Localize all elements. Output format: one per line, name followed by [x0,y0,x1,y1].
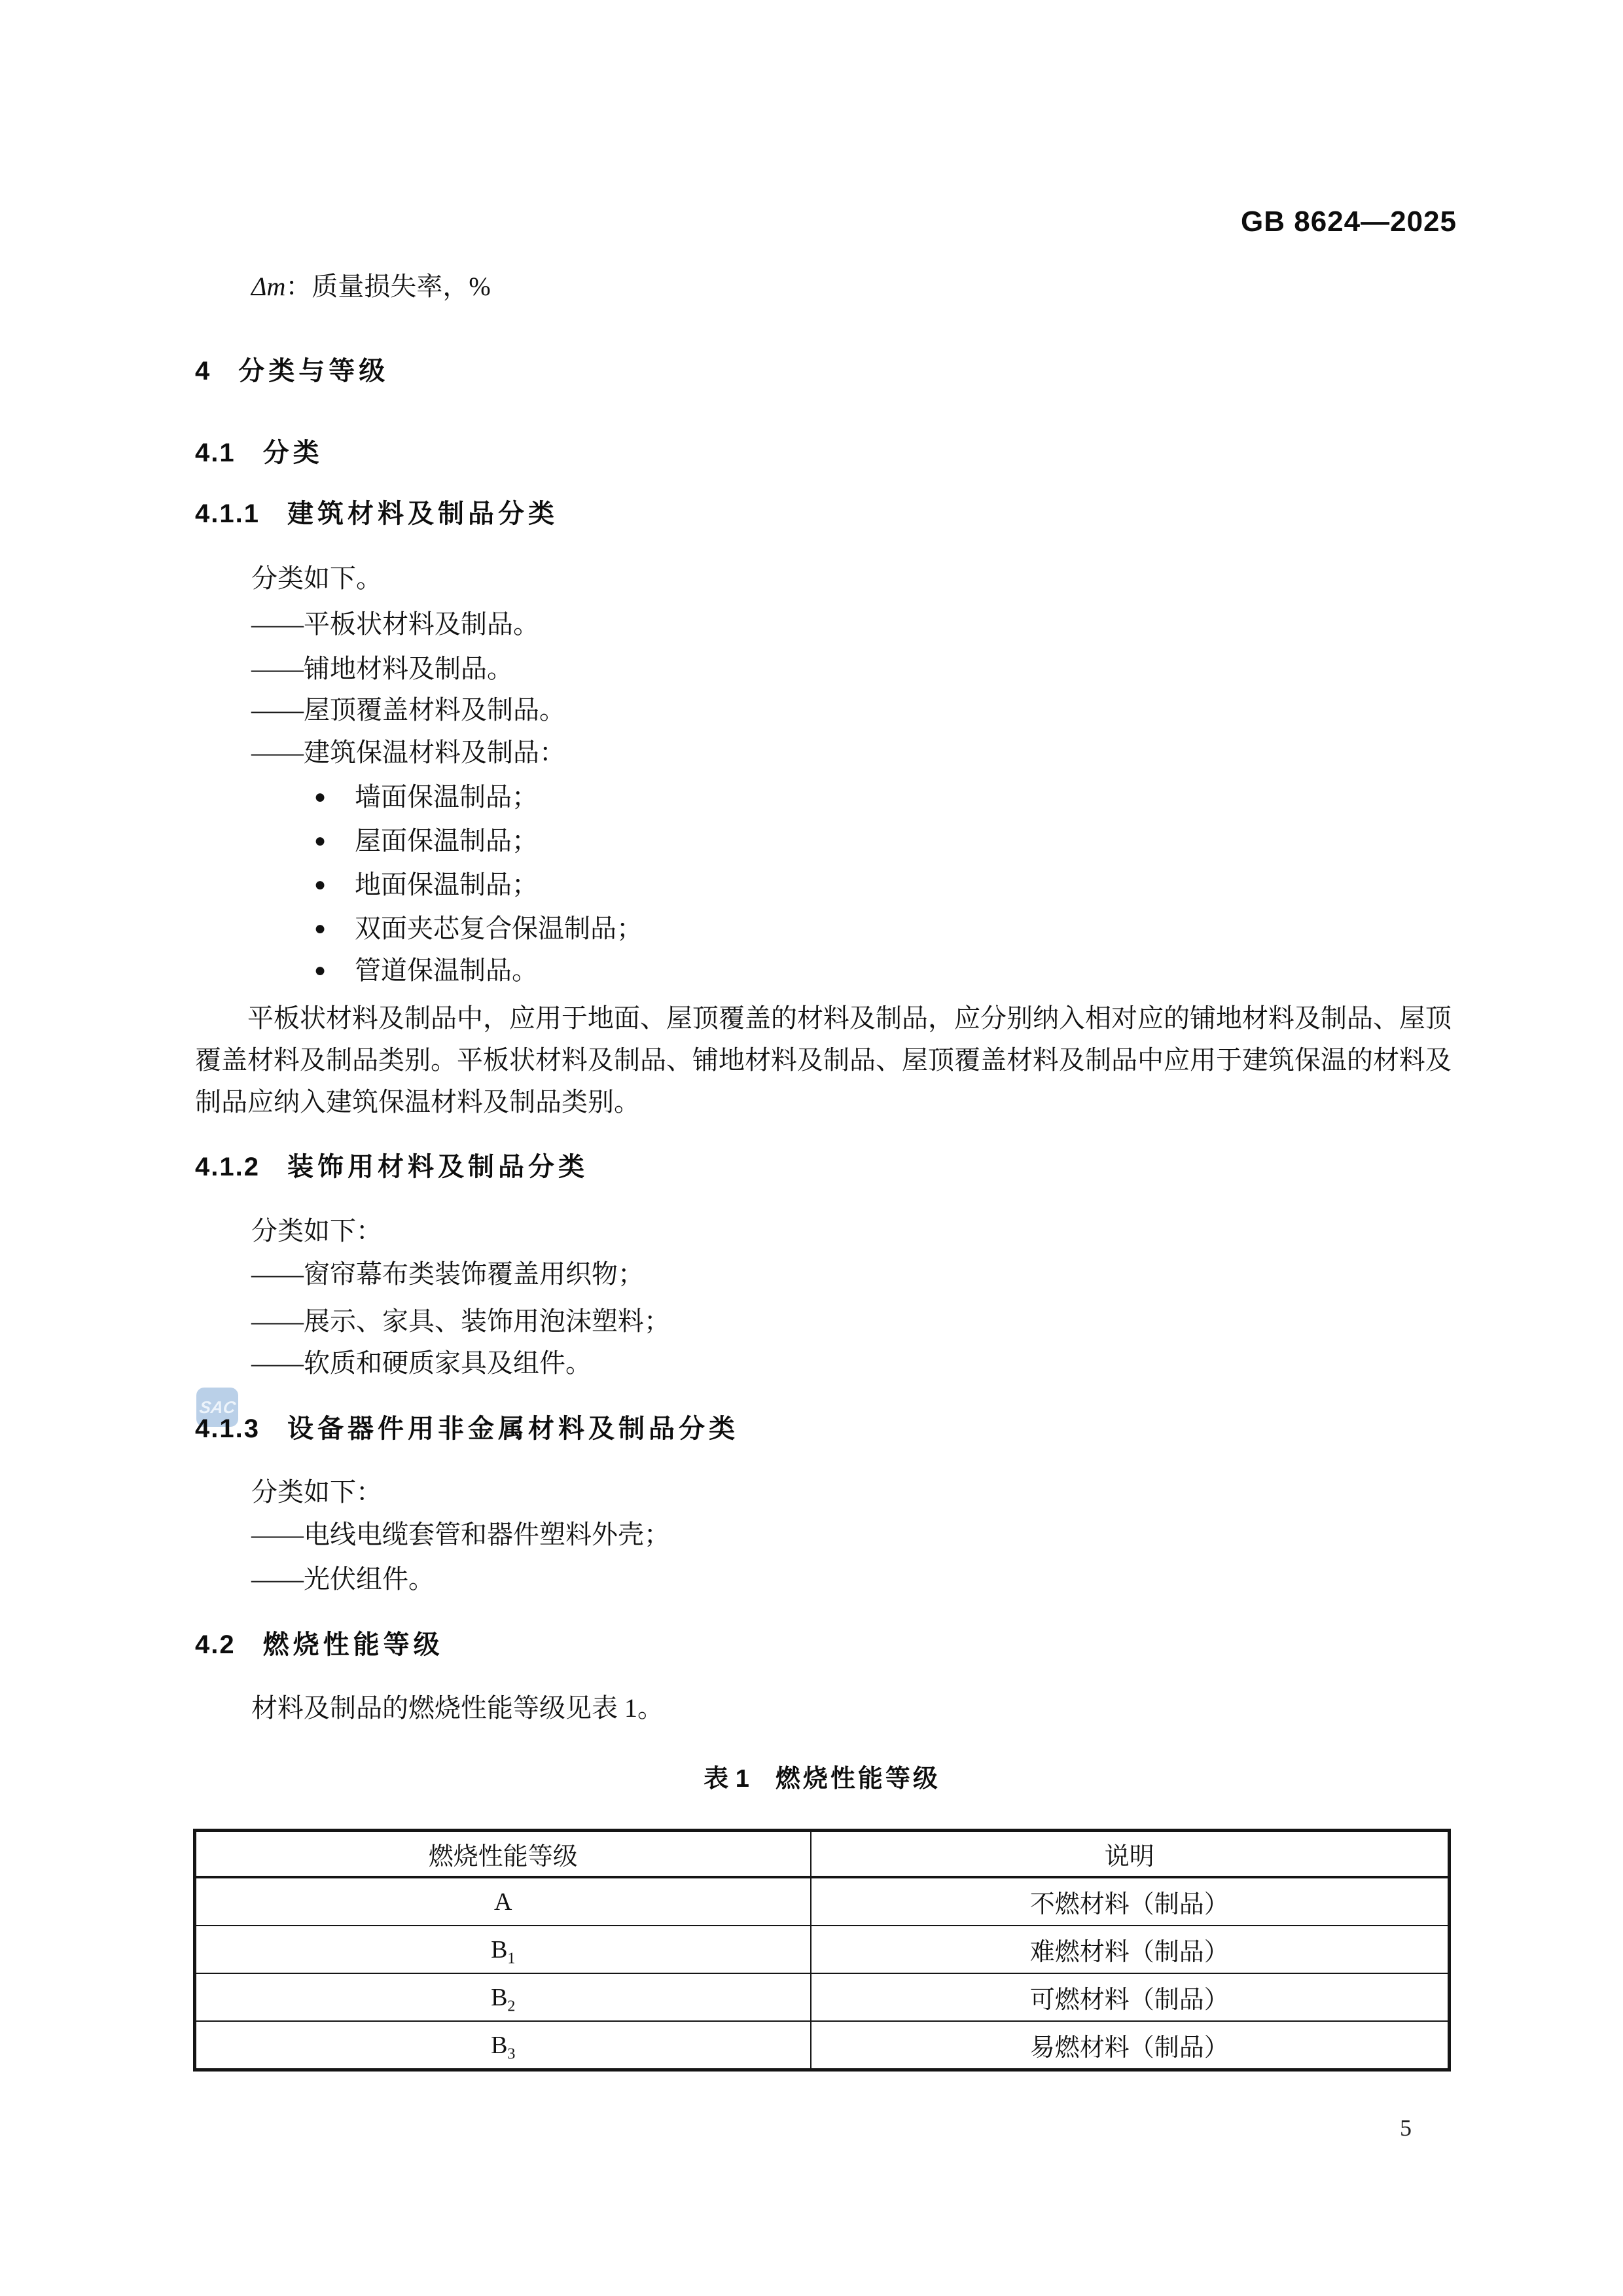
section-heading-4-1-3 [195,1413,739,1444]
standard-code: GB 8624—2025 [1241,206,1457,238]
dash-list-item: ——建筑保温材料及制品： [251,738,565,767]
bullet-icon: ● [314,874,327,895]
description-cell: 易燃材料（制品） [811,2021,1450,2070]
section-number: 4.2 [195,1630,236,1659]
bullet-icon: ● [314,830,327,852]
grade-subscript: 3 [507,2045,516,2063]
section-title: 装饰用材料及制品分类 [287,1153,588,1181]
section-title: 燃烧性能等级 [262,1630,444,1659]
lead-paragraph-4-2: 材料及制品的燃烧性能等级见表 1。 [251,1693,664,1723]
grade-subscript: 2 [507,1998,516,2015]
sac-watermark-text: SAC [198,1397,237,1417]
grade-cell [195,1877,811,1926]
section-heading-4-1-1 [195,498,558,529]
lead-paragraph-4-1-2: 分类如下： [251,1216,382,1246]
section-number: 4.1.3 [195,1414,260,1443]
symbol-definition-line [251,272,491,302]
bullet-list-item [314,826,538,856]
bullet-list-item [314,956,538,986]
lead-paragraph-4-1-3: 分类如下： [251,1477,382,1507]
section-heading-4-1 [195,437,323,469]
bullet-item-text: 屋面保温制品； [355,826,538,855]
grade-base: B [491,1983,508,2011]
section-number: 4.1 [195,439,236,467]
section-number: 4 [195,357,211,386]
bullet-list-item [314,914,643,944]
section-title: 建筑材料及制品分类 [287,499,558,528]
bullet-list-item [314,782,538,812]
section-heading-4-2 [195,1629,444,1660]
table-caption-label: 表 1 [704,1765,749,1793]
dash-list-item: ——铺地材料及制品。 [251,654,513,683]
bullet-icon: ● [314,918,327,939]
section-title: 分类与等级 [238,357,389,386]
grade-base: B [491,2031,508,2059]
dash-list-item: ——屋顶覆盖材料及制品。 [251,695,565,725]
delta-m-symbol: Δm [251,272,286,301]
dash-list-item: ——平板状材料及制品。 [251,609,539,639]
lead-paragraph-4-1-1: 分类如下。 [251,564,382,593]
grade-cell [195,2021,811,2070]
section-heading-4 [195,355,389,387]
description-cell: 可燃材料（制品） [811,1973,1450,2021]
bullet-icon: ● [314,960,327,981]
grade-cell [195,1973,811,2021]
section-heading-4-1-2 [195,1151,588,1183]
grade-cell [195,1926,811,1973]
table-row [195,2021,1450,2070]
bullet-item-text: 管道保温制品。 [355,956,538,985]
section-number: 4.1.1 [195,499,260,528]
table-1-combustion-grades [193,1829,1451,2072]
section-title: 分类 [262,439,323,467]
delta-m-definition: ：质量损失率，% [285,272,491,301]
bullet-item-text: 地面保温制品； [355,870,538,899]
grade-base: A [494,1888,512,1916]
table-caption [193,1758,1451,1794]
dash-list-item: ——软质和硬质家具及组件。 [251,1348,592,1378]
description-cell: 不燃材料（制品） [811,1877,1450,1926]
classification-paragraph: 平板状材料及制品中，应用于地面、屋顶覆盖的材料及制品，应分别纳入相对应的铺地材料及制品、屋顶覆盖材料及制品类别。平板状材料及制品、铺地材料及制品、屋顶覆盖材料及制品中应用于建筑保温的材料及制品应纳入建筑保温材料及制品类别。 [195,1003,1452,1117]
dash-list-item: ——展示、家具、装饰用泡沫塑料； [251,1306,670,1336]
table-row [195,1973,1450,2021]
bullet-list-item [314,870,538,900]
table-row [195,1877,1450,1926]
dash-list-item: ——窗帘幕布类装饰覆盖用织物； [251,1259,644,1289]
table-row [195,1926,1450,1973]
bullet-item-text: 墙面保温制品； [355,782,538,812]
bullet-item-text: 双面夹芯复合保温制品； [355,914,643,943]
dash-list-item: ——电线电缆套管和器件塑料外壳； [251,1520,670,1549]
bullet-icon: ● [314,786,327,808]
column-header-grade: 燃烧性能等级 [195,1831,811,1878]
column-header-description: 说明 [811,1831,1450,1878]
table-caption-title: 燃烧性能等级 [775,1765,940,1793]
table-header-row [195,1831,1450,1878]
description-cell: 难燃材料（制品） [811,1926,1450,1973]
grade-subscript: 1 [507,1950,516,1967]
dash-list-item: ——光伏组件。 [251,1564,435,1594]
section-title: 设备器件用非金属材料及制品分类 [287,1414,739,1443]
grade-base: B [491,1935,508,1964]
section-number: 4.1.2 [195,1153,260,1181]
page-number: 5 [1400,2115,1412,2141]
